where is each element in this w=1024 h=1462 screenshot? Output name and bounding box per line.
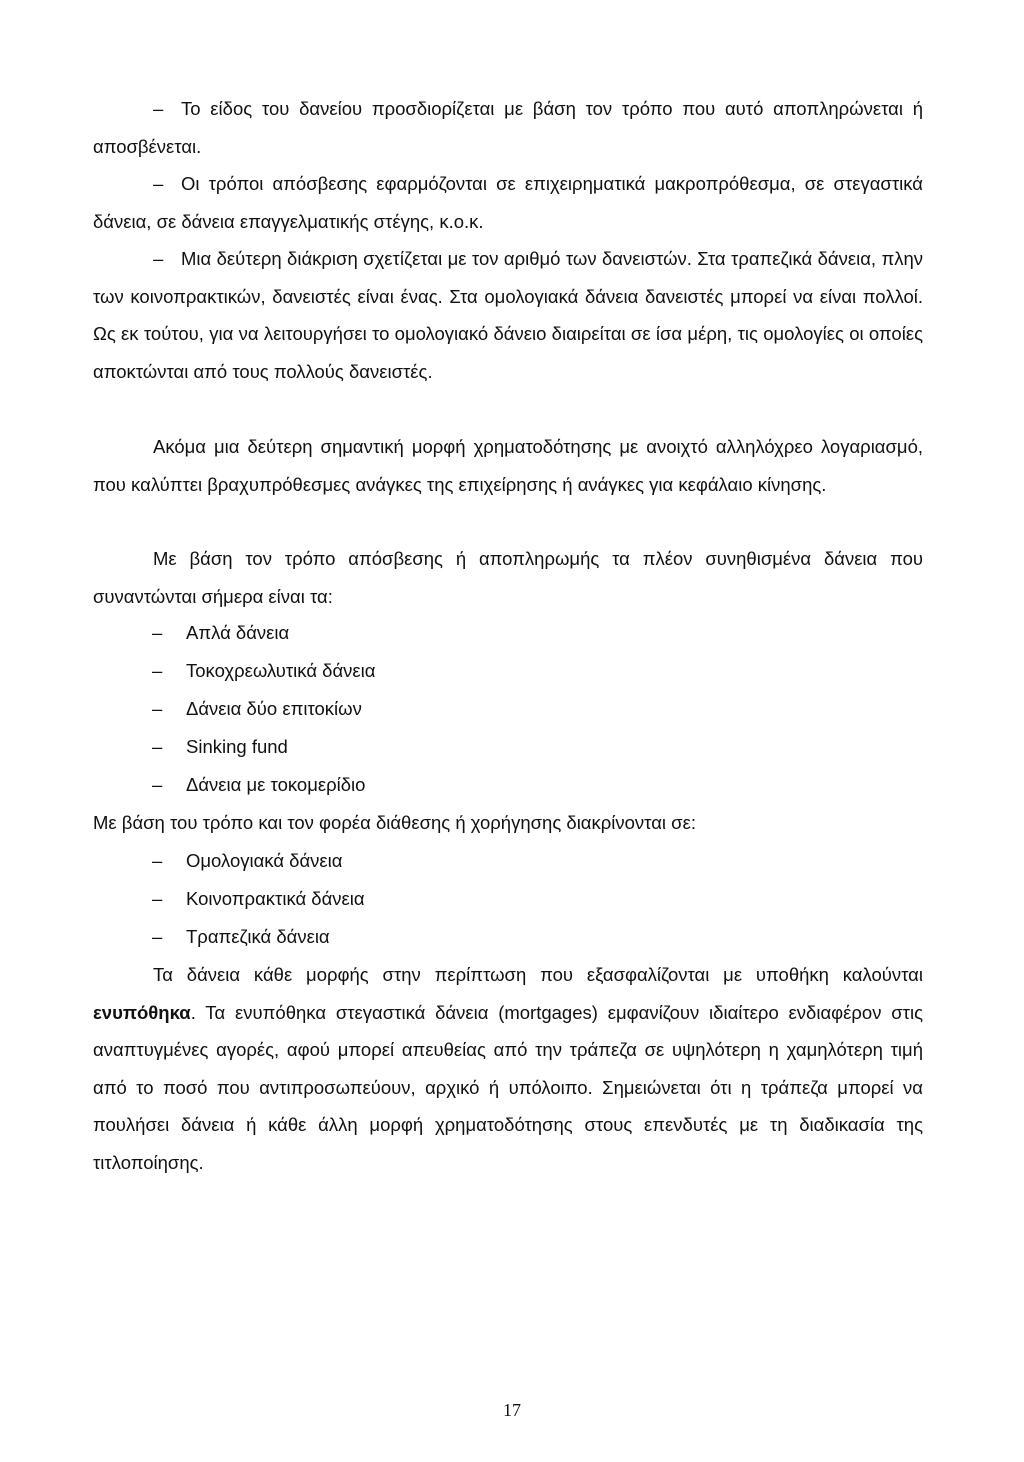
dash-marker: – [152, 622, 163, 643]
list-item [152, 728, 288, 766]
current-account-paragraph: Ακόμα μια δεύτερη σημαντική μορφή χρηματοδότησης με ανοιχτό αλληλόχρεο λογαριασμό, που καλύπτει βραχυπρόθεσμες ανάγκες της επιχείρησης ή ανάγκες για κεφάλαιο κίνησης. [93, 436, 923, 495]
mortgage-term: ενυπόθηκα [93, 1001, 191, 1023]
list-item-text: Δάνεια με τοκομερίδιο [186, 774, 366, 795]
mortgage-text-end: . Τα ενυπόθηκα στεγαστικά δάνεια (mortgages) εμφανίζουν ιδιαίτερο ενδιαφέρον στις αναπτυγμένες αγορές, αφού μπορεί απευθείας από την τράπεζα σε υψηλότερη η χαμηλότερη τιμή από το ποσό που αντιπροσωπεύουν, αρχικό ή υπόλοιπο. Σημειώνεται ότι η τράπεζα μπορεί να πουλήσει δάνεια ή κάθε άλλη μορφή χρηματοδότησης στους επενδυτές με τη διαδικασία της τιτλοποίησης. [93, 1001, 923, 1173]
bullet-paragraph-1 [93, 90, 923, 165]
dash-marker: – [152, 926, 163, 947]
dash-marker: – [152, 888, 163, 909]
bullet-text-1: Το είδος του δανείου προσδιορίζεται με βάση τον τρόπο που αυτό αποπληρώνεται ή αποσβένεται. [93, 98, 923, 157]
carrier-intro-paragraph: Με βάση του τρόπο και τον φορέα διάθεσης ή χορήγησης διακρίνονται σε: [93, 812, 696, 833]
list-item [152, 842, 342, 880]
list-item-text: Απλά δάνεια [186, 622, 290, 643]
dash-marker: – [152, 774, 163, 795]
dash-marker: – [153, 98, 164, 119]
list-item [152, 690, 362, 728]
dash-marker: – [152, 698, 163, 719]
mortgage-text-start: Τα δάνεια κάθε μορφής στην περίπτωση που εξασφαλίζονται με υποθήκη καλούνται [153, 964, 923, 985]
bullet-text-2: Οι τρόποι απόσβεσης εφαρμόζονται σε επιχειρηματικά μακροπρόθεσμα, σε στεγαστικά δάνεια, σε δάνεια επαγγελματικής στέγης, κ.ο.κ. [93, 173, 923, 232]
list-item-text: Κοινοπρακτικά δάνεια [186, 888, 365, 909]
dash-marker: – [153, 248, 164, 269]
bullet-paragraph-3 [93, 240, 923, 390]
repayment-intro-paragraph: Με βάση τον τρόπο απόσβεσης ή αποπληρωμής τα πλέον συνηθισμένα δάνεια που συναντώνται σήμερα είναι τα: [93, 548, 923, 607]
list-item-text: Δάνεια δύο επιτοκίων [186, 698, 362, 719]
list-item-text: Sinking fund [186, 736, 288, 757]
list-item [152, 918, 330, 956]
dash-marker: – [153, 173, 164, 194]
dash-marker: – [152, 660, 163, 681]
list-item-text: Τραπεζικά δάνεια [186, 926, 330, 947]
list-item-text: Τοκοχρεωλυτικά δάνεια [186, 660, 376, 681]
list-item-text: Ομολογιακά δάνεια [186, 850, 343, 871]
mortgage-paragraph [93, 956, 923, 1181]
list-item [152, 614, 289, 652]
list-item [152, 766, 365, 804]
bullet-paragraph-2 [93, 165, 923, 240]
list-item [152, 652, 375, 690]
list-item [152, 880, 365, 918]
bullet-text-3: Μια δεύτερη διάκριση σχετίζεται με τον αριθμό των δανειστών. Στα τραπεζικά δάνεια, πλην των κοινοπρακτικών, δανειστές είναι ένας. Στα ομολογιακά δάνεια δανειστές μπορεί να είναι πολλοί. Ως εκ τούτου, για να λειτουργήσει το ομολογιακό δάνειο διαιρείται σε ίσα μέρη, τις ομολογίες οι οποίες αποκτώνται από τους πολλούς δανειστές. [93, 248, 923, 382]
dash-marker: – [152, 850, 163, 871]
dash-marker: – [152, 736, 163, 757]
page-number: 17 [503, 1400, 521, 1420]
